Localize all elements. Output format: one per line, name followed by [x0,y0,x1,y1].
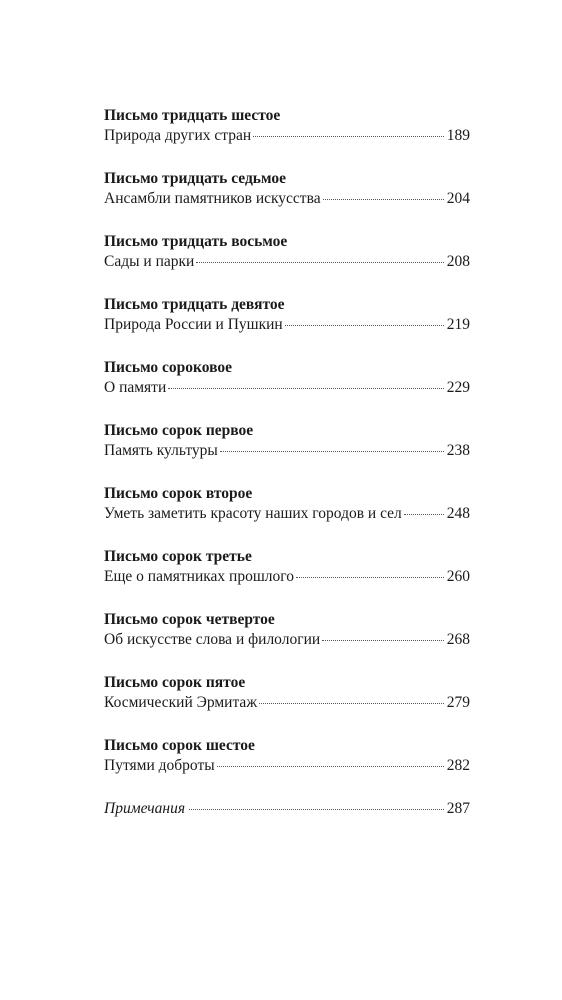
letter-heading: Письмо тридцать девятое [104,296,285,313]
dot-leader [217,766,444,767]
letter-heading: Письмо тридцать шестое [104,107,281,124]
toc-entry [104,106,470,146]
page-number: 238 [446,442,470,459]
toc-line[interactable] [104,315,470,335]
entry-title: Космический Эрмитаж [104,694,258,711]
dot-leader [220,451,444,452]
entry-title: Сады и парки [104,253,195,270]
page-number: 287 [446,800,470,817]
toc-entry [104,232,470,272]
dot-leader [285,325,444,326]
dot-leader [253,136,444,137]
notes-line[interactable] [104,799,470,819]
page-number: 248 [446,505,470,522]
entry-title: Путями доброты [104,757,215,774]
page-number: 279 [446,694,470,711]
entry-title: Природа России и Пушкин [104,316,283,333]
table-of-contents [104,106,470,819]
dot-leader [189,809,444,810]
letter-heading: Письмо сорок пятое [104,674,246,691]
page-number: 204 [446,190,470,207]
dot-leader [259,703,444,704]
toc-entry [104,169,470,209]
letter-heading: Письмо сорок первое [104,422,254,439]
toc-entry [104,547,470,587]
toc-line[interactable] [104,252,470,272]
letter-heading: Письмо тридцать седьмое [104,170,286,187]
toc-line[interactable] [104,126,470,146]
entry-title: Еще о памятниках прошлого [104,568,294,585]
letter-heading: Письмо сорок шестое [104,737,255,754]
toc-entry [104,610,470,650]
dot-leader [322,640,444,641]
letter-heading: Письмо сорок второе [104,485,253,502]
page-number: 282 [446,757,470,774]
page-number: 268 [446,631,470,648]
entry-title: О памяти [104,379,167,396]
notes-title: Примечания [104,800,186,817]
entry-title: Уметь заметить красоту наших городов и сел [104,505,402,522]
toc-line[interactable] [104,630,470,650]
toc-line[interactable] [104,441,470,461]
toc-entry [104,736,470,776]
entry-title: Ансамбли памятников искусства [104,190,321,207]
page-number: 189 [446,127,470,144]
toc-line[interactable] [104,756,470,776]
entry-title: Природа других стран [104,127,252,144]
toc-line[interactable] [104,693,470,713]
page-number: 229 [446,379,470,396]
entry-title: Об искусстве слова и филологии [104,631,321,648]
page-number: 208 [446,253,470,270]
toc-entry [104,295,470,335]
dot-leader [296,577,444,578]
toc-entry [104,673,470,713]
dot-leader [323,199,444,200]
toc-entry [104,421,470,461]
dot-leader [196,262,443,263]
dot-leader [168,388,444,389]
letter-heading: Письмо сорок третье [104,548,252,565]
entry-title: Память культуры [104,442,218,459]
page-number: 219 [446,316,470,333]
page-number: 260 [446,568,470,585]
toc-line[interactable] [104,378,470,398]
toc-line[interactable] [104,504,470,524]
toc-entry [104,358,470,398]
toc-line[interactable] [104,567,470,587]
toc-line[interactable] [104,189,470,209]
letter-heading: Письмо тридцать восьмое [104,233,288,250]
dot-leader [404,514,444,515]
letter-heading: Письмо сороковое [104,359,233,376]
letter-heading: Письмо сорок четвертое [104,611,275,628]
toc-entry [104,484,470,524]
